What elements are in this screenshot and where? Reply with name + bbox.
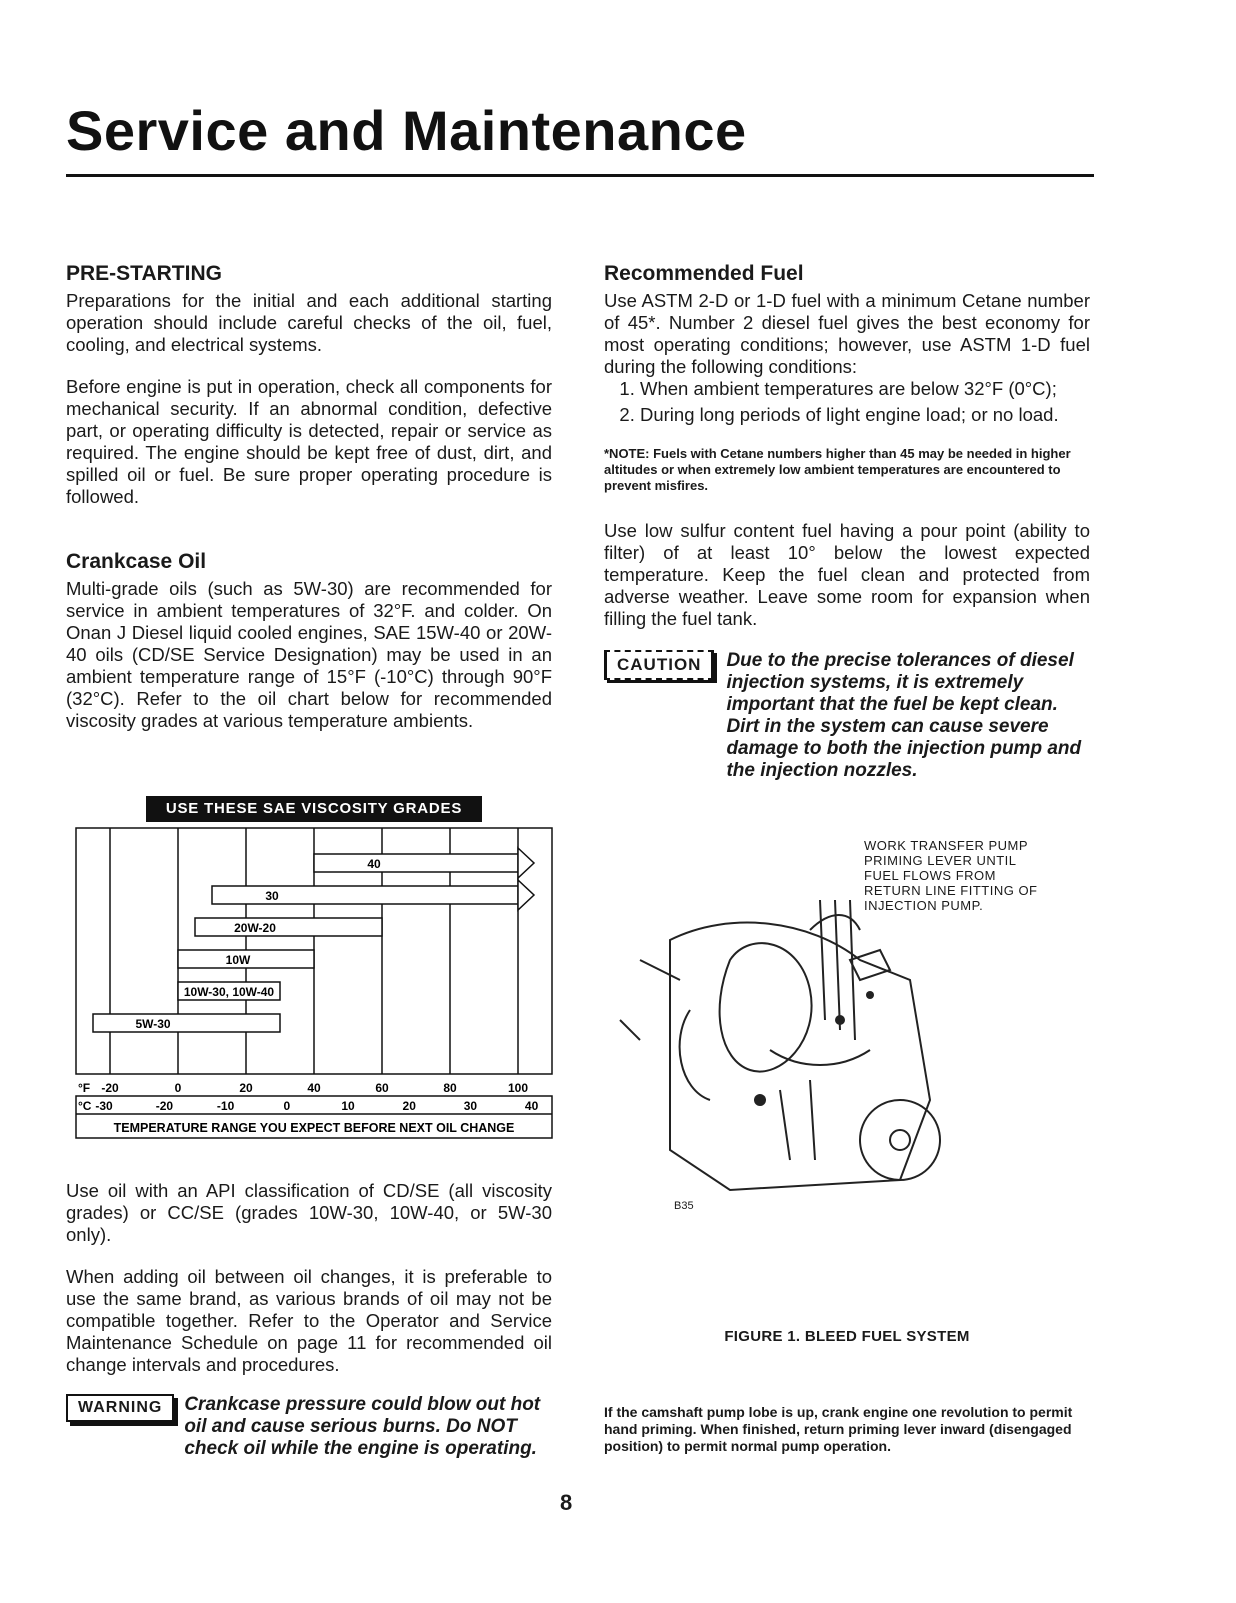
c-tick-label: 40 bbox=[524, 1099, 539, 1113]
f-tick-label: 100 bbox=[507, 1081, 529, 1095]
chart-svg bbox=[72, 826, 554, 1141]
c-tick-label: -30 bbox=[95, 1099, 113, 1113]
page-title: Service and Maintenance bbox=[66, 99, 747, 162]
chart-bar bbox=[195, 918, 382, 936]
f-tick-label: -20 bbox=[101, 1081, 119, 1095]
chart-bar bbox=[314, 854, 518, 872]
chart-bar-label: 40 bbox=[367, 857, 381, 871]
c-tick-label: 10 bbox=[341, 1099, 355, 1113]
chart-bar-label: 30 bbox=[265, 889, 279, 903]
figure-callout: WORK TRANSFER PUMP PRIMING LEVER UNTIL FUEL FLOWS FROM RETURN LINE FITTING OF INJECTION PUMP. bbox=[864, 838, 1038, 913]
fuel-note: *NOTE: Fuels with Cetane numbers higher than 45 may be needed in higher altitudes or when extremely low ambient temperatures are encountered to prevent misfires. bbox=[604, 446, 1071, 493]
chart-bar-label: 5W-30 bbox=[135, 1017, 171, 1031]
list-item: 1. When ambient temperatures are below 32°F (0°C); bbox=[640, 378, 1090, 400]
list-item: 2. During long periods of light engine load; or no load. bbox=[640, 404, 1090, 426]
fuel-conditions-list bbox=[604, 378, 1090, 426]
warning-block bbox=[66, 1394, 552, 1460]
prestarting-paragraph-1: Preparations for the initial and each additional starting operation should include careful checks of the oil, fuel, cooling, and electrical systems. bbox=[66, 290, 552, 355]
left-column-lower bbox=[66, 1180, 552, 1460]
prestarting-heading: PRE-STARTING bbox=[66, 262, 222, 285]
c-tick-label: 20 bbox=[402, 1099, 416, 1113]
f-unit-label: °F bbox=[78, 1081, 91, 1095]
f-tick-label: 80 bbox=[443, 1081, 457, 1095]
chart-bar-label: 10W-30, 10W-40 bbox=[183, 985, 275, 999]
fuel-heading: Recommended Fuel bbox=[604, 262, 804, 285]
bleed-fuel-system-illustration bbox=[610, 900, 950, 1200]
chart-title: USE THESE SAE VISCOSITY GRADES bbox=[146, 796, 482, 822]
title-rule bbox=[66, 174, 1094, 177]
right-column bbox=[604, 262, 1090, 782]
f-tick-label: 40 bbox=[307, 1081, 321, 1095]
f-tick-label: 0 bbox=[174, 1081, 182, 1095]
chart-bar-label: 10W bbox=[225, 953, 251, 967]
fuel-paragraph-1: Use ASTM 2-D or 1-D fuel with a minimum Cetane number of 45*. Number 2 diesel fuel gives the best economy for most operating conditions; however, use ASTM 1-D fuel during the following conditions: bbox=[604, 290, 1090, 377]
caution-text: Due to the precise tolerances of diesel injection systems, it is extremely important that the fuel be kept clean. Dirt in the system can cause severe damage to both the injection pump and the injection nozzles. bbox=[726, 650, 1082, 781]
fuel-paragraph-2: Use low sulfur content fuel having a pour point (ability to filter) of at least 10° below the lowest expected temperature. Keep the fuel clean and protected from adverse weather. Leave some room for expansion when filling the fuel tank. bbox=[604, 520, 1090, 629]
c-tick-label: 0 bbox=[283, 1099, 291, 1113]
f-tick-label: 60 bbox=[375, 1081, 389, 1095]
c-tick-label: -20 bbox=[155, 1099, 174, 1113]
c-tick-label: -10 bbox=[216, 1099, 235, 1113]
f-tick-label: 20 bbox=[239, 1081, 253, 1095]
prestarting-paragraph-2: Before engine is put in operation, check all components for mechanical security. If an abnormal condition, defective part, or operating difficulty is detected, repair or service as required. The engine should be kept free of dust, dirt, and spilled oil or fuel. Be sure proper operating procedure is followed. bbox=[66, 376, 552, 507]
crankcase-paragraph-3: When adding oil between oil changes, it is preferable to use the same brand, as various brands of oil may not be compatible together. Refer to the Operator and Service Maintenance Schedule on page 11 for recommended oil change intervals and procedures. bbox=[66, 1266, 552, 1375]
figure-note: If the camshaft pump lobe is up, crank engine one revolution to permit hand priming. When finished, return priming lever inward (disengaged position) to permit normal pump operation. bbox=[604, 1404, 1073, 1454]
chart-bar bbox=[212, 886, 518, 904]
left-column bbox=[66, 262, 552, 732]
caution-label: CAUTION bbox=[604, 650, 714, 680]
page-number: 8 bbox=[560, 1490, 573, 1515]
c-tick-label: 30 bbox=[463, 1099, 478, 1113]
chart-bar-label: 20W-20 bbox=[234, 921, 276, 935]
crankcase-paragraph-2: Use oil with an API classification of CD/SE (all viscosity grades) or CC/SE (grades 10W-30, 10W-40, or 5W-30 only). bbox=[66, 1180, 552, 1245]
chart-bar-arrow bbox=[518, 848, 534, 878]
chart-xlabel: TEMPERATURE RANGE YOU EXPECT BEFORE NEXT OIL CHANGE bbox=[113, 1121, 515, 1135]
crankcase-paragraph-1: Multi-grade oils (such as 5W-30) are recommended for service in ambient temperatures of 32°F. and colder. On Onan J Diesel liquid cooled engines, SAE 15W-40 or 20W-40 oils (CD/SE Service Designation) may be used in an ambient temperature range of 15°F (-10°C) through 90°F (32°C). Refer to the oil chart below for recommended viscosity grades at various temperature ambients. bbox=[66, 578, 552, 731]
figure-code: B35 bbox=[674, 1200, 694, 1212]
caution-block bbox=[604, 650, 1090, 782]
warning-text: Crankcase pressure could blow out hot oil and cause serious burns. Do NOT check oil while the engine is operating. bbox=[184, 1394, 541, 1459]
figure-caption: FIGURE 1. BLEED FUEL SYSTEM bbox=[724, 1328, 970, 1345]
crankcase-heading: Crankcase Oil bbox=[66, 550, 207, 573]
chart-bar-arrow bbox=[518, 880, 534, 910]
chart-bar bbox=[93, 1014, 280, 1032]
warning-label: WARNING bbox=[66, 1394, 174, 1422]
c-unit-label: °C bbox=[78, 1099, 92, 1113]
viscosity-chart bbox=[72, 796, 554, 1141]
